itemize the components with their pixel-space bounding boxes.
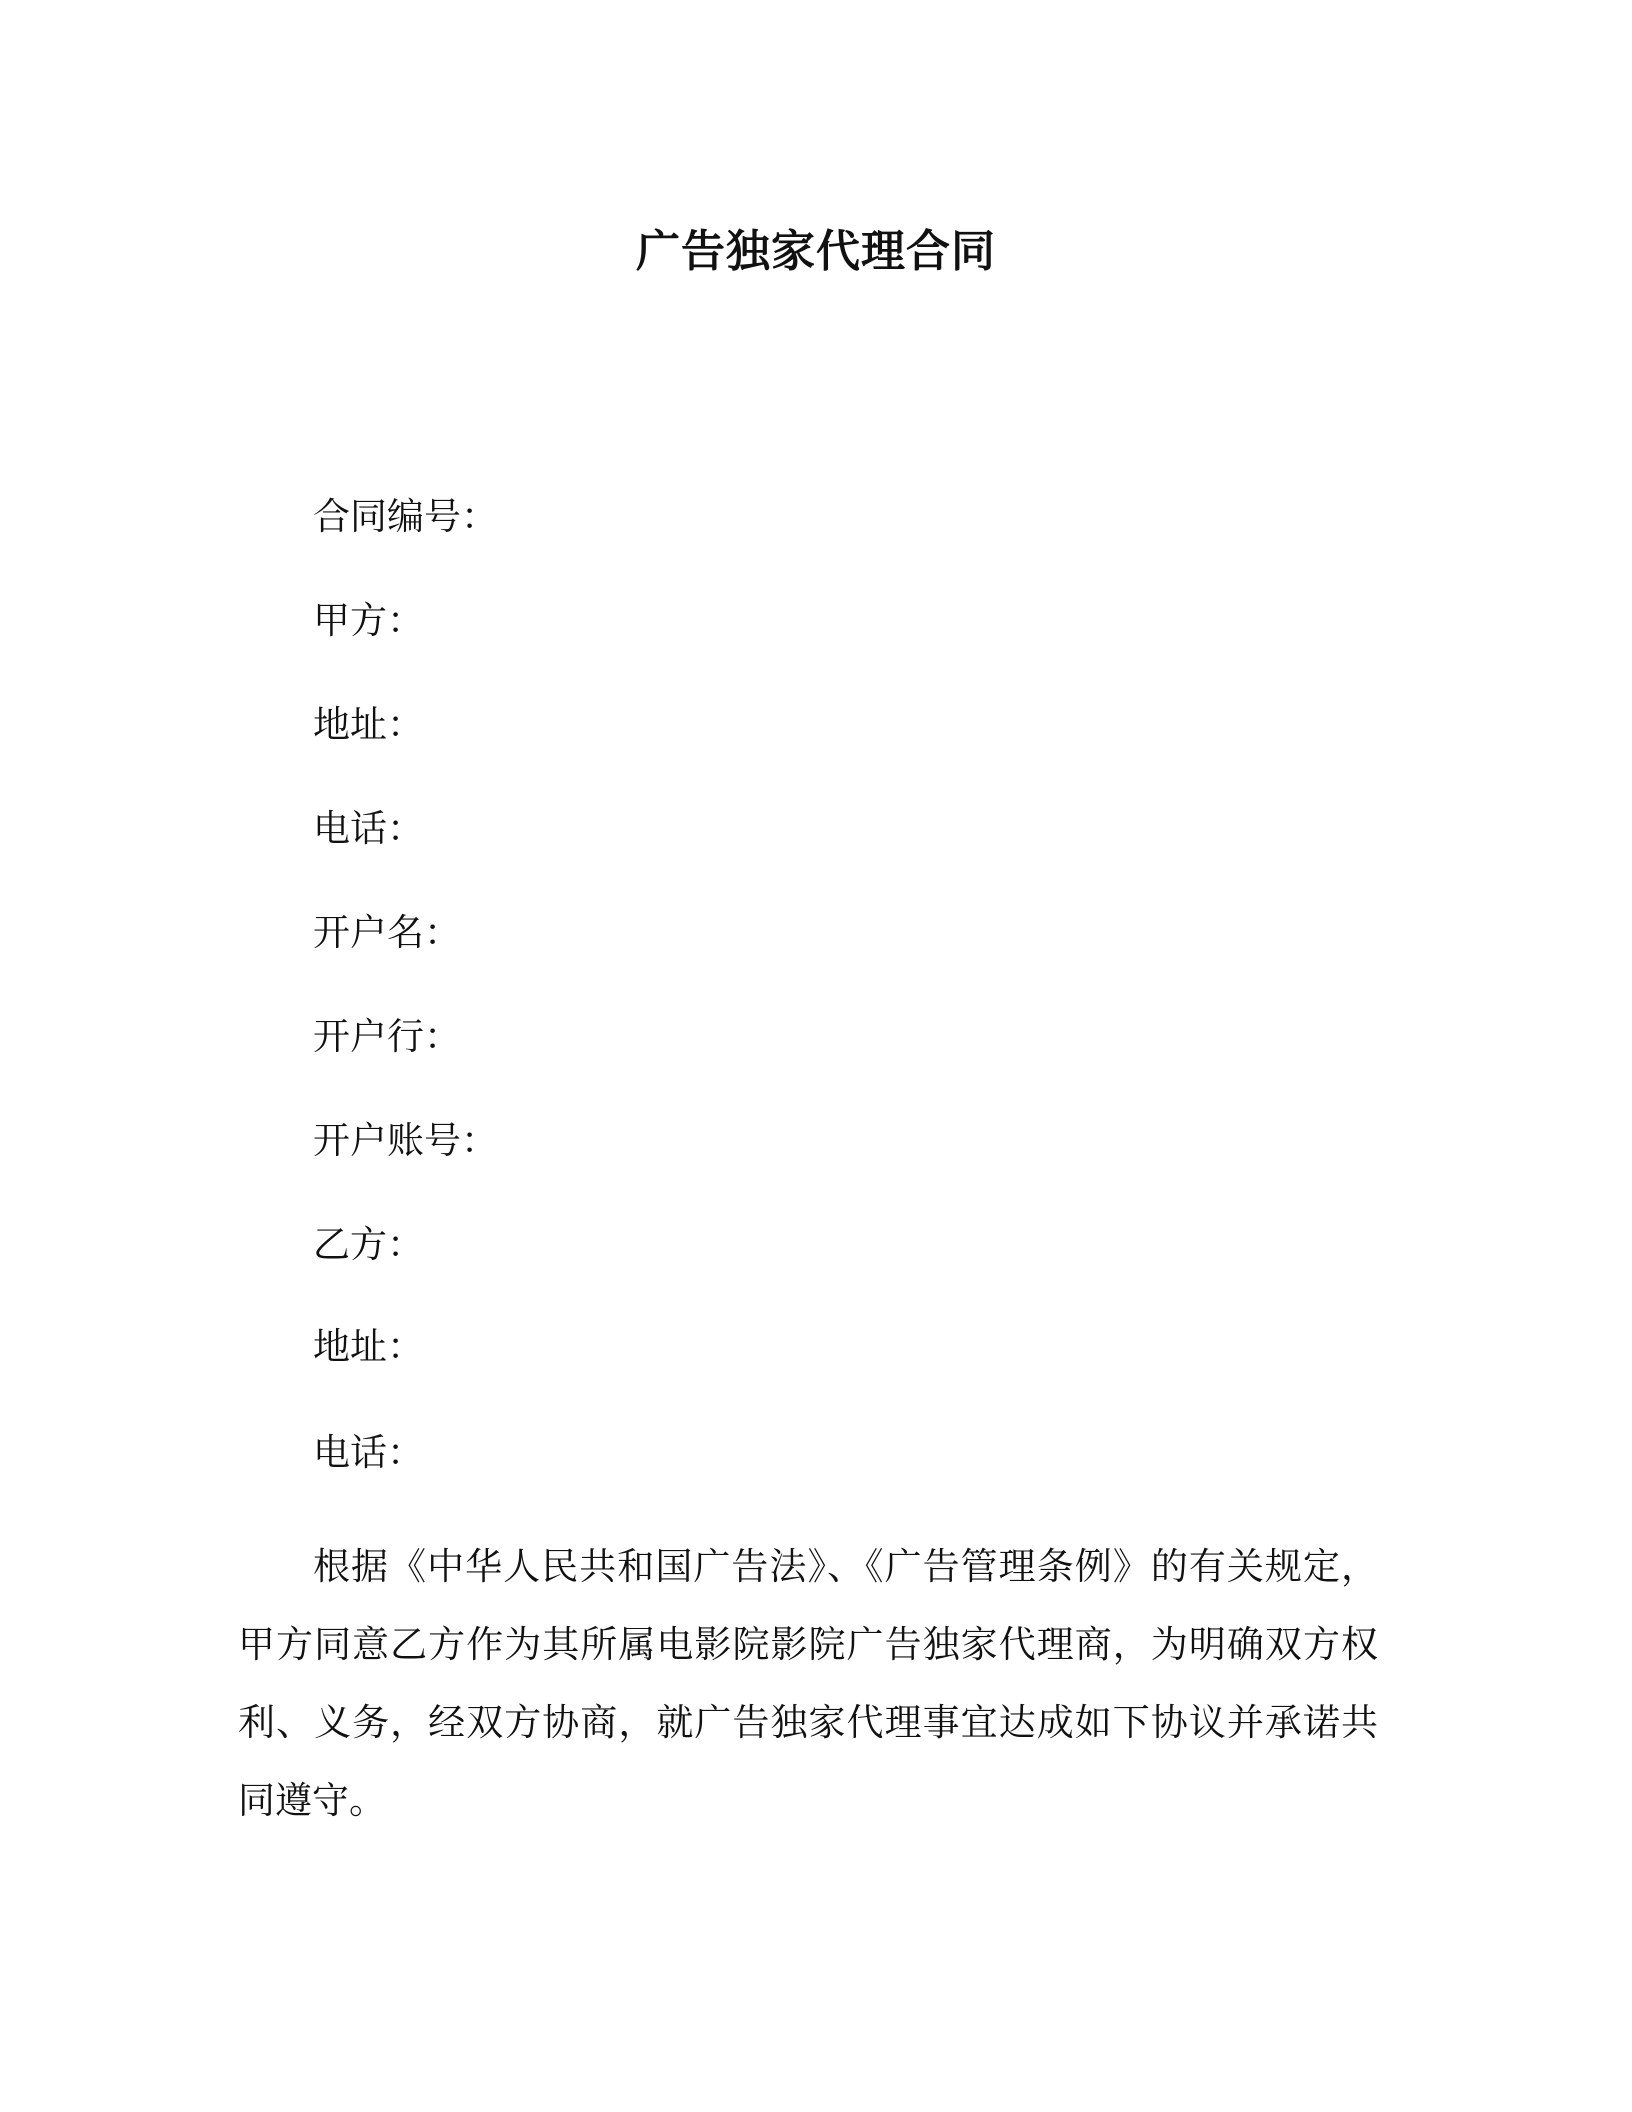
party-b-label: 乙方： [313, 1223, 424, 1266]
document-title: 广告独家代理合同 [636, 226, 996, 277]
party-a-label: 甲方： [313, 599, 424, 642]
bank-name-label: 开户行： [313, 1015, 461, 1058]
party-b-phone-label: 电话： [313, 1431, 424, 1474]
account-number-label: 开户账号： [313, 1119, 498, 1162]
contract-intro-paragraph: 根据《中华人民共和国广告法》、《广告管理条例》的有关规定，甲方同意乙方作为其所属电影院影院广告独家代理商，为明确双方权利、义务，经双方协商，就广告独家代理事宜达成如下协议并承诺共同遵守。 [238, 1545, 1378, 1822]
party-a-phone-label: 电话： [313, 807, 424, 850]
account-name-label: 开户名： [313, 911, 461, 954]
contract-number-label: 合同编号： [313, 495, 498, 538]
party-a-address-label: 地址： [313, 703, 424, 746]
party-b-address-label: 地址： [313, 1325, 424, 1368]
